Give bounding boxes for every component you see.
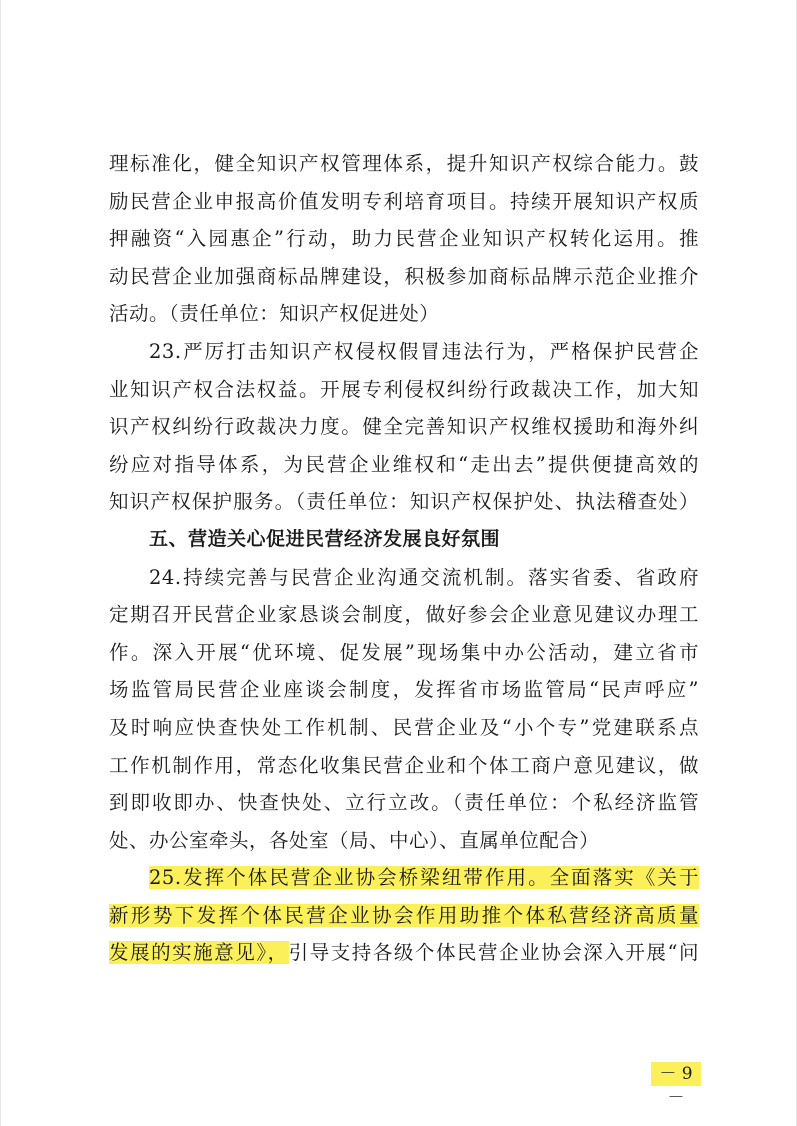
text-line: 24.持续完善与民营企业沟通交流机制。落实省委、省政府: [149, 565, 699, 589]
text-line: 及时响应快查快处工作机制、民营企业及“小个专”党建联系点: [109, 715, 699, 739]
document-body: [109, 145, 699, 972]
text-line: 定期召开民营企业家恳谈会制度，做好参会企业意见建议办理工: [109, 603, 699, 627]
text-line: 识产权纠纷行政裁决力度。健全完善知识产权维权援助和海外纠: [109, 415, 699, 439]
text-line: [109, 859, 699, 897]
text-line: 活动。（责任单位：知识产权促进处）: [109, 302, 440, 326]
highlighted-text: 25.发挥个体民营企业协会桥梁纽带作用。全面落实《关于: [149, 866, 699, 890]
highlighted-text: 新形势下发挥个体民营企业协会作用助推个体私营经济高质量: [109, 903, 699, 927]
text-line: [109, 897, 699, 935]
text-line: 作。深入开展“优环境、促发展”现场集中办公活动，建立省市: [109, 640, 699, 664]
text-line: 纷应对指导体系，为民营企业维权和“走出去”提供便捷高效的: [109, 452, 699, 476]
text-line: 工作机制作用，常态化收集民营企业和个体工商户意见建议，做: [109, 753, 699, 777]
text-line: 业知识产权合法权益。开展专利侵权纠纷行政裁决工作，加大知: [109, 377, 699, 401]
text-line: 到即收即办、快查快处、立行立改。（责任单位：个私经济监管: [109, 791, 699, 815]
text-line: 处、办公室牵头，各处室（局、中心）、直属单位配合）: [109, 828, 600, 852]
text-line: 23.严厉打击知识产权侵权假冒违法行为，严格保护民营企: [149, 339, 699, 363]
text-line: 理标准化，健全知识产权管理体系，提升知识产权综合能力。鼓: [109, 152, 699, 175]
text-line: [109, 934, 699, 972]
text-line: 励民营企业申报高价值发明专利培育项目。持续开展知识产权质: [109, 189, 699, 213]
text-line: 场监管局民营企业座谈会制度，发挥省市场监管局“民声呼应”: [109, 678, 699, 702]
text-line: 知识产权保护服务。（责任单位：知识产权保护处、执法稽查处）: [109, 490, 699, 514]
line-text: 引导支持各级个体民营企业协会深入开展“问: [288, 941, 699, 965]
highlighted-text: 发展的实施意见》，: [109, 941, 289, 965]
page-number: － 9 －: [651, 1062, 701, 1086]
text-line: 押融资“入园惠企”行动，助力民营企业知识产权转化运用。推: [109, 227, 699, 251]
text-line: 动民营企业加强商标品牌建设，积极参加商标品牌示范企业推介: [109, 264, 699, 288]
section-heading: 五、营造关心促进民营经济发展良好氛围: [149, 527, 501, 550]
